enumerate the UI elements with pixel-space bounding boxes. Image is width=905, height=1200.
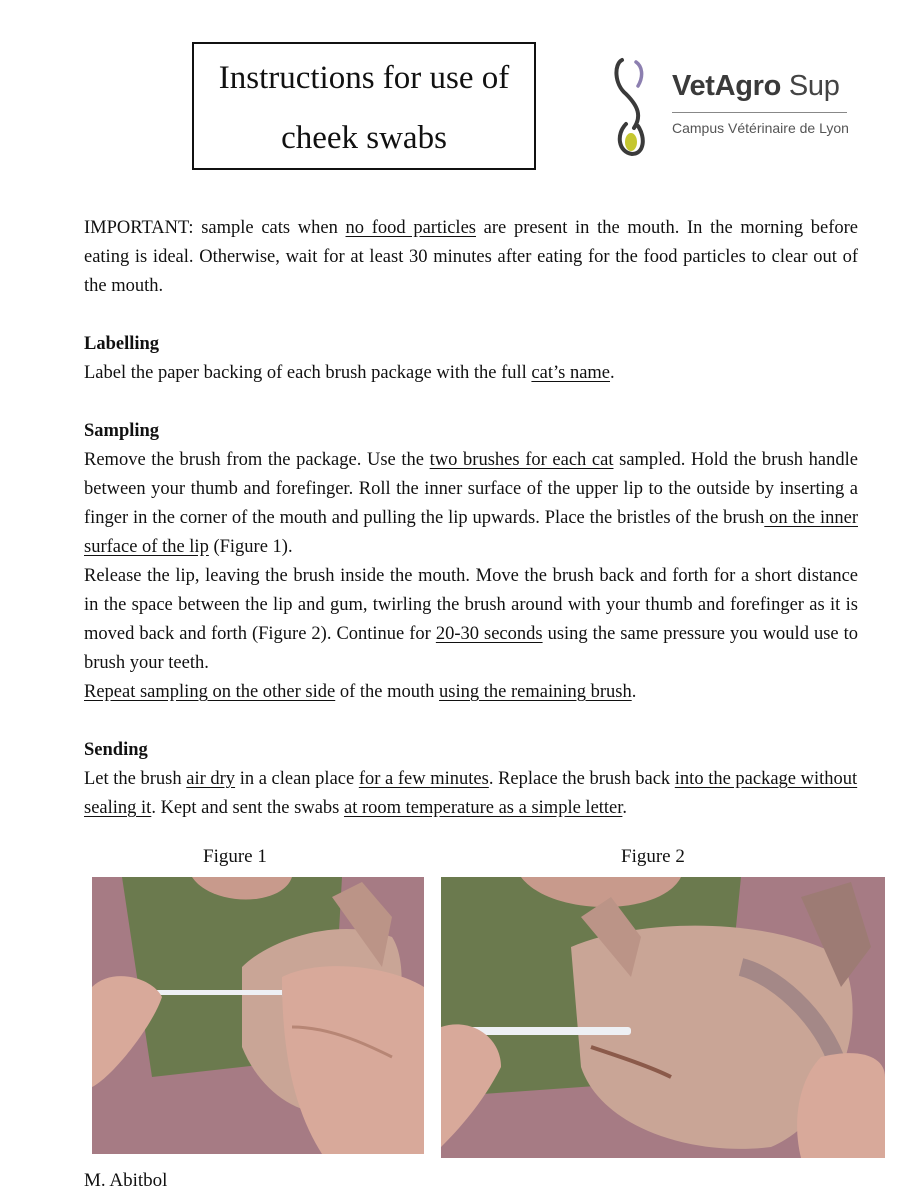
title-line-1: Instructions for use of bbox=[218, 60, 510, 96]
instructions-body bbox=[84, 214, 858, 823]
sampling-paragraph-2: Release the lip, leaving the brush inside the mouth. Move the brush back and forth for a short distance in the space between the lip and gum, twirling the brush around with your thumb and forefinger as it is moved back and forth (Figure 2). Continue for 20-30 seconds using the same pressure you would use to brush your teeth. bbox=[84, 566, 858, 673]
title-box bbox=[192, 42, 536, 170]
title-line-2: cheek swabs bbox=[281, 120, 447, 156]
vetagro-logo-icon bbox=[612, 54, 660, 158]
photo-credit: M. Abitbol bbox=[84, 1170, 168, 1191]
logo-subtitle: Campus Vétérinaire de Lyon bbox=[672, 120, 849, 136]
figure-2-photo bbox=[441, 877, 885, 1158]
labelling-heading: Labelling bbox=[84, 334, 160, 354]
figure-2-caption: Figure 2 bbox=[621, 846, 685, 867]
vetagro-logo bbox=[612, 54, 862, 158]
important-paragraph: IMPORTANT: sample cats when no food particles are present in the mouth. In the morning before eating is ideal. Otherwise, wait for at least 30 minutes after eating for the food particles to clear out of the mouth. bbox=[84, 218, 859, 296]
labelling-paragraph: Label the paper backing of each brush package with the full cat’s name. bbox=[84, 363, 615, 383]
sending-heading: Sending bbox=[84, 740, 148, 760]
sampling-heading: Sampling bbox=[84, 421, 160, 441]
logo-name: VetAgro Sup bbox=[672, 70, 840, 102]
sampling-paragraph-3: Repeat sampling on the other side of the mouth using the remaining brush. bbox=[84, 682, 637, 702]
figure-1-photo bbox=[92, 877, 424, 1154]
logo-divider bbox=[672, 112, 847, 113]
sending-paragraph: Let the brush air dry in a clean place for a few minutes. Replace the brush back into the package without sealing it. Kept and sent the swabs at room temperature as a simple letter. bbox=[84, 769, 858, 818]
sampling-paragraph-1: Remove the brush from the package. Use the two brushes for each cat sampled. Hold the brush handle between your thumb and forefinger. Roll the inner surface of the upper lip to the outside by inserting a finger in the corner of the mouth and pulling the lip upwards. Place the bristles of the brush on the inner surface of the lip (Figure 1). bbox=[84, 450, 858, 557]
figure-1-caption: Figure 1 bbox=[203, 846, 267, 867]
